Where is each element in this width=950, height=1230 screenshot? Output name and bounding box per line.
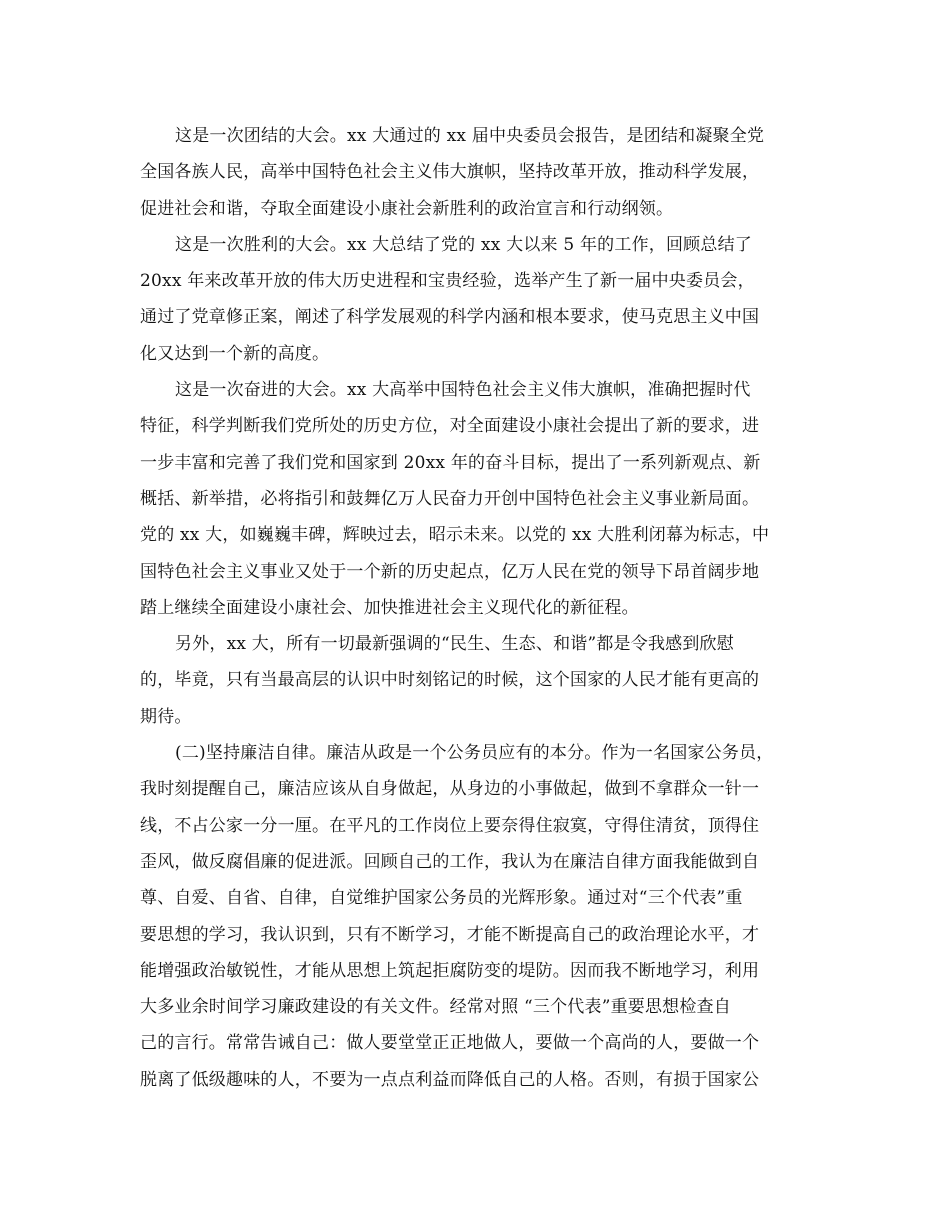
text-line: 线，不占公家一分一厘。在平凡的工作岗位上要奈得住寂寞，守得住清贫，顶得住: [140, 815, 760, 836]
text-line: 能增强政治敏锐性，才能从思想上筑起拒腐防变的堤防。因而我不断地学习，利用: [140, 960, 760, 981]
text-line: 歪风，做反腐倡廉的促进派。回顾自己的工作，我认为在廉洁自律方面我能做到自: [140, 851, 760, 872]
text-line: 概括、新举措，必将指引和鼓舞亿万人民奋力开创中国特色社会主义事业新局面。: [140, 488, 760, 509]
text-line: 另外，xx 大，所有一切最新强调的“民生、生态、和谐”都是令我感到欣慰: [175, 634, 734, 655]
text-line: 这是一次胜利的大会。xx 大总结了党的 xx 大以来 5 年的工作，回顾总结了: [175, 234, 752, 255]
paragraph: [140, 118, 820, 227]
text-line: 20xx 年来改革开放的伟大历史进程和宝贵经验，选举产生了新一届中央委员会，: [140, 271, 755, 292]
text-line: 特征，科学判断我们党所处的历史方位，对全面建设小康社会提出了新的要求，进: [140, 416, 760, 437]
paragraph: [140, 227, 820, 372]
text-line: 这是一次奋进的大会。xx 大高举中国特色社会主义伟大旗帜，准确把握时代: [175, 380, 751, 401]
paragraph: [140, 372, 820, 626]
text-line: 大多业余时间学习廉政建设的有关文件。经常对照 “三个代表”重要思想检查自: [140, 997, 731, 1018]
text-line: 化又达到一个新的高度。: [140, 343, 330, 364]
text-line: 这是一次团结的大会。xx 大通过的 xx 届中央委员会报告，是团结和凝聚全党: [175, 126, 765, 146]
text-line: 我时刻提醒自己，廉洁应该从自身做起，从身边的小事做起，做到不拿群众一针一: [140, 779, 760, 800]
text-line: 促进社会和谐，夺取全面建设小康社会新胜利的政治宣言和行动纲领。: [140, 198, 674, 219]
text-line: 的，毕竟，只有当最高层的认识中时刻铭记的时候，这个国家的人民才能有更高的: [140, 670, 760, 691]
paragraph: [140, 626, 820, 735]
text-line: 要思想的学习，我认识到，只有不断学习，才能不断提高自己的政治理论水平，才: [140, 924, 760, 945]
body-text: [140, 118, 820, 1098]
paragraph: [140, 735, 820, 1098]
text-line: 己的言行。常常告诫自己：做人要堂堂正正地做人，要做一个高尚的人，要做一个: [140, 1033, 760, 1054]
text-line: 一步丰富和完善了我们党和国家到 20xx 年的奋斗目标，提出了一系列新观点、新: [140, 452, 761, 473]
text-line: (二)坚持廉洁自律。廉洁从政是一个公务员应有的本分。作为一名国家公务员，: [175, 743, 774, 764]
text-line: 踏上继续全面建设小康社会、加快推进社会主义现代化的新征程。: [140, 597, 639, 618]
text-line: 全国各族人民，高举中国特色社会主义伟大旗帜，坚持改革开放，推动科学发展，: [140, 162, 760, 183]
text-line: 期待。: [140, 706, 192, 727]
text-line: 通过了党章修正案，阐述了科学发展观的科学内涵和根本要求，使马克思主义中国: [140, 307, 760, 328]
text-line: 党的 xx 大，如巍巍丰碑，辉映过去，昭示未来。以党的 xx 大胜利闭幕为标志，中: [140, 525, 770, 546]
text-line: 国特色社会主义事业又处于一个新的历史起点，亿万人民在党的领导下昂首阔步地: [140, 561, 760, 582]
text-line: 脱离了低级趣味的人，不要为一点点利益而降低自己的人格。否则，有损于国家公: [140, 1069, 760, 1090]
text-line: 尊、自爱、自省、自律，自觉维护国家公务员的光辉形象。通过对“三个代表”重: [140, 888, 743, 909]
